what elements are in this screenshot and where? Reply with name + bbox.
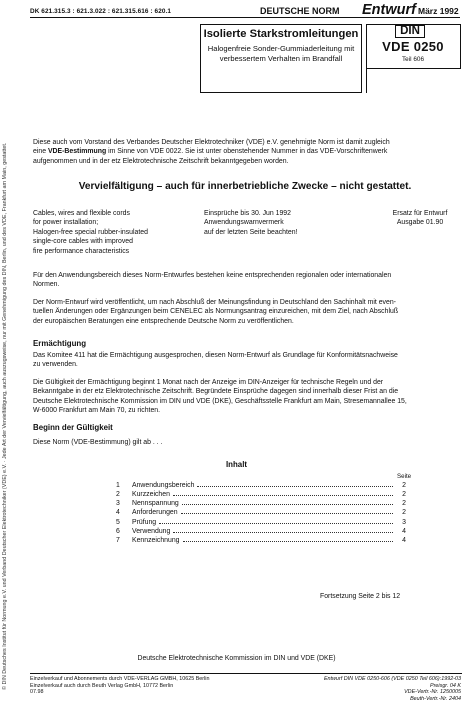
validity-line: W-6000 Frankfurt am Main 70, zu richten.: [33, 406, 463, 415]
footer-line: Einzelverkauf und Abonnements durch VDE-VERLAG GMBH, 10625 Berlin: [30, 676, 209, 683]
footer-reference-info: [285, 676, 461, 702]
standard-type: DEUTSCHE NORM: [260, 6, 340, 16]
objection-line: Einsprüche bis 30. Jun 1992: [204, 209, 334, 218]
intro-paragraph: [33, 138, 463, 166]
subtitle-line-1: Halogenfreie Sonder-Gummiaderleitung mit: [200, 44, 362, 54]
footer-line: Einzelverkauf auch durch Beuth Verlag GmbH, 10772 Berlin: [30, 683, 209, 690]
continuation-note: Fortsetzung Seite 2 bis 12: [320, 593, 400, 600]
subtitle-line-2: verbessertem Verhalten im Brandfall: [200, 54, 362, 64]
toc-entry-title: Kennzeichnung: [132, 536, 180, 545]
toc-entry-title: Kurzzeichen: [132, 490, 170, 499]
toc-entry-number: 4: [116, 508, 132, 517]
intro-text: eine: [33, 148, 48, 155]
toc-entry-title: Nennspannung: [132, 499, 179, 508]
validity-start-text: Diese Norm (VDE-Bestimmung) gilt ab . . .: [33, 438, 162, 447]
toc-leader-dots: [173, 495, 393, 496]
english-title-line: single-core cables with improved: [33, 237, 183, 246]
footer-line: Beuth-Vertr.-Nr. 2404: [285, 696, 461, 702]
toc-leader-dots: [182, 504, 393, 505]
replacement-line: Ersatz für Entwurf: [370, 209, 470, 218]
toc-entry[interactable]: [116, 481, 406, 490]
toc-page-column-label: Seite: [397, 473, 411, 480]
scope-line: Für den Anwendungsbereich dieses Norm-Entwurfes bestehen keine entsprechenden regionalen oder internationalen: [33, 271, 463, 280]
toc-entry-page: 2: [396, 499, 406, 508]
toc-entry[interactable]: [116, 490, 406, 499]
dk-classification: DK 621.315.3 : 621.3.022 : 621.315.616 : 620.1: [30, 8, 171, 15]
replacement-line: Ausgabe 01.90: [370, 218, 470, 227]
intro-line: aufgenommen und in der etz Elektrotechnische Zeitschrift bekanntgegeben worden.: [33, 157, 463, 166]
objection-line: auf der letzten Seite beachten!: [204, 228, 334, 237]
english-title: [33, 209, 183, 256]
toc-entry-number: 6: [116, 527, 132, 536]
toc-entry-page: 2: [396, 508, 406, 517]
validity-line: Bekanntgabe in der etz Elektrotechnische Zeitschrift. Begründete Einsprüche dagegen sind innerhalb dieser Frist an die: [33, 387, 463, 396]
english-title-line: fire performance characteristics: [33, 247, 183, 256]
intro-line: Diese auch vom Vorstand des Verbandes Deutscher Elektrotechniker (VDE) e.V. genehmigte Norm ist damit zugleich: [33, 138, 463, 147]
document-title: Isolierte Starkstromleitungen: [200, 28, 362, 40]
copyright-side-note: © DIN Deutsches Institut für Normung e.V. und Verband Deutscher Elektrotechniker (VDE) e.V. · Jede Art der Vervielfältigung, auch auszugsweise, nur mit Genehmigung des DIN, Berlin, und des VDE, Frankfurt am Main, gestattet.: [2, 0, 8, 690]
toc-leader-dots: [183, 541, 393, 542]
vde-bestimmung-bold: VDE-Bestimmung: [48, 148, 106, 155]
vde-number: VDE 0250: [368, 39, 458, 54]
toc-entry-number: 5: [116, 518, 132, 527]
toc-entry-number: 3: [116, 499, 132, 508]
part-number: Teil 606: [368, 56, 458, 63]
validity-paragraph: [33, 378, 463, 416]
toc-heading: Inhalt: [0, 460, 473, 469]
validity-line: Die Gültigkeit der Ermächtigung beginnt 1 Monat nach der Anzeige im DIN-Anzeiger für technische Regeln und der: [33, 378, 463, 387]
authorization-line: Das Komitee 411 hat die Ermächtigung ausgesprochen, diesen Norm-Entwurf als Grundlage für Konformitätsnachweise: [33, 351, 463, 360]
toc-entry-page: 2: [396, 481, 406, 490]
scope-paragraph: [33, 271, 463, 290]
toc-leader-dots: [197, 486, 393, 487]
toc-entry-title: Anwendungsbereich: [132, 481, 194, 490]
footer-sales-info: [30, 676, 209, 696]
toc-entry-number: 2: [116, 490, 132, 499]
footer-line: VDE-Vertr.-Nr. 1250005: [285, 689, 461, 696]
toc-entry-page: 4: [396, 536, 406, 545]
toc-entry-number: 7: [116, 536, 132, 545]
publication-line: der europäischen Beratungen eine entsprechende Deutsche Norm zu veröffentlichen.: [33, 317, 463, 326]
authorization-paragraph: [33, 351, 463, 370]
commission-name: Deutsche Elektrotechnische Kommission im DIN und VDE (DKE): [0, 655, 473, 662]
publication-paragraph: [33, 298, 463, 326]
replacement-note: [370, 209, 470, 228]
objection-deadline: [204, 209, 334, 237]
din-logo: DIN: [395, 25, 425, 38]
toc-entry-title: Verwendung: [132, 527, 170, 536]
box-divider: [366, 69, 367, 93]
intro-text: im Sinne von VDE 0022. Sie ist unter obenstehender Nummer in das VDE-Vorschriftenwerk: [106, 148, 387, 155]
reproduction-notice: Vervielfältigung – auch für innerbetriebliche Zwecke – nicht gestattet.: [20, 181, 470, 192]
toc-leader-dots: [181, 513, 393, 514]
english-title-line: Cables, wires and flexible cords: [33, 209, 183, 218]
toc-entry-page: 2: [396, 490, 406, 499]
toc-entry[interactable]: [116, 536, 406, 545]
toc-entry-number: 1: [116, 481, 132, 490]
validity-start-heading: Beginn der Gültigkeit: [33, 423, 113, 432]
toc-leader-dots: [159, 523, 393, 524]
objection-line: Anwendungswarnvermerk: [204, 218, 334, 227]
issue-date: März 1992: [418, 6, 459, 16]
toc-entry[interactable]: [116, 499, 406, 508]
toc-leader-dots: [173, 532, 393, 533]
english-title-line: Halogen-free special rubber-insulated: [33, 228, 183, 237]
toc-entry[interactable]: [116, 518, 406, 527]
draft-label: Entwurf: [362, 2, 416, 18]
toc-entry[interactable]: [116, 508, 406, 517]
footer-rule: [30, 673, 462, 674]
footer-line: 07.98: [30, 689, 209, 696]
header-rule: [30, 17, 460, 18]
footer-line: Entwurf DIN VDE 0250-606 (VDE 0250 Teil 606):1992-03: [285, 676, 461, 683]
intro-line: [33, 147, 463, 156]
authorization-line: zu verwenden.: [33, 360, 463, 369]
toc-entry-page: 3: [396, 518, 406, 527]
scope-line: Normen.: [33, 280, 463, 289]
validity-line: Deutsche Elektrotechnische Kommission im DIN und VDE (DKE), Geschäftsstelle Frankfurt am Main, Stresemannallee 15,: [33, 397, 463, 406]
toc-entry-title: Prüfung: [132, 518, 156, 527]
document-subtitle: [200, 44, 362, 64]
authorization-heading: Ermächtigung: [33, 339, 86, 348]
english-title-line: for power installation;: [33, 218, 183, 227]
toc-entry-page: 4: [396, 527, 406, 536]
toc-entry-title: Anforderungen: [132, 508, 178, 517]
footer-line: Preisgr. 04 K: [285, 683, 461, 690]
publication-line: tuellen Änderungen oder Ergänzungen beim CENELEC als Normungsantrag einzureichen, mit dem Ziel, nach Abschluß: [33, 307, 463, 316]
publication-line: Der Norm-Entwurf wird veröffentlicht, um nach Abschluß der Meinungsfindung in Deutschland den Sachinhalt mit even-: [33, 298, 463, 307]
toc-entry[interactable]: [116, 527, 406, 536]
